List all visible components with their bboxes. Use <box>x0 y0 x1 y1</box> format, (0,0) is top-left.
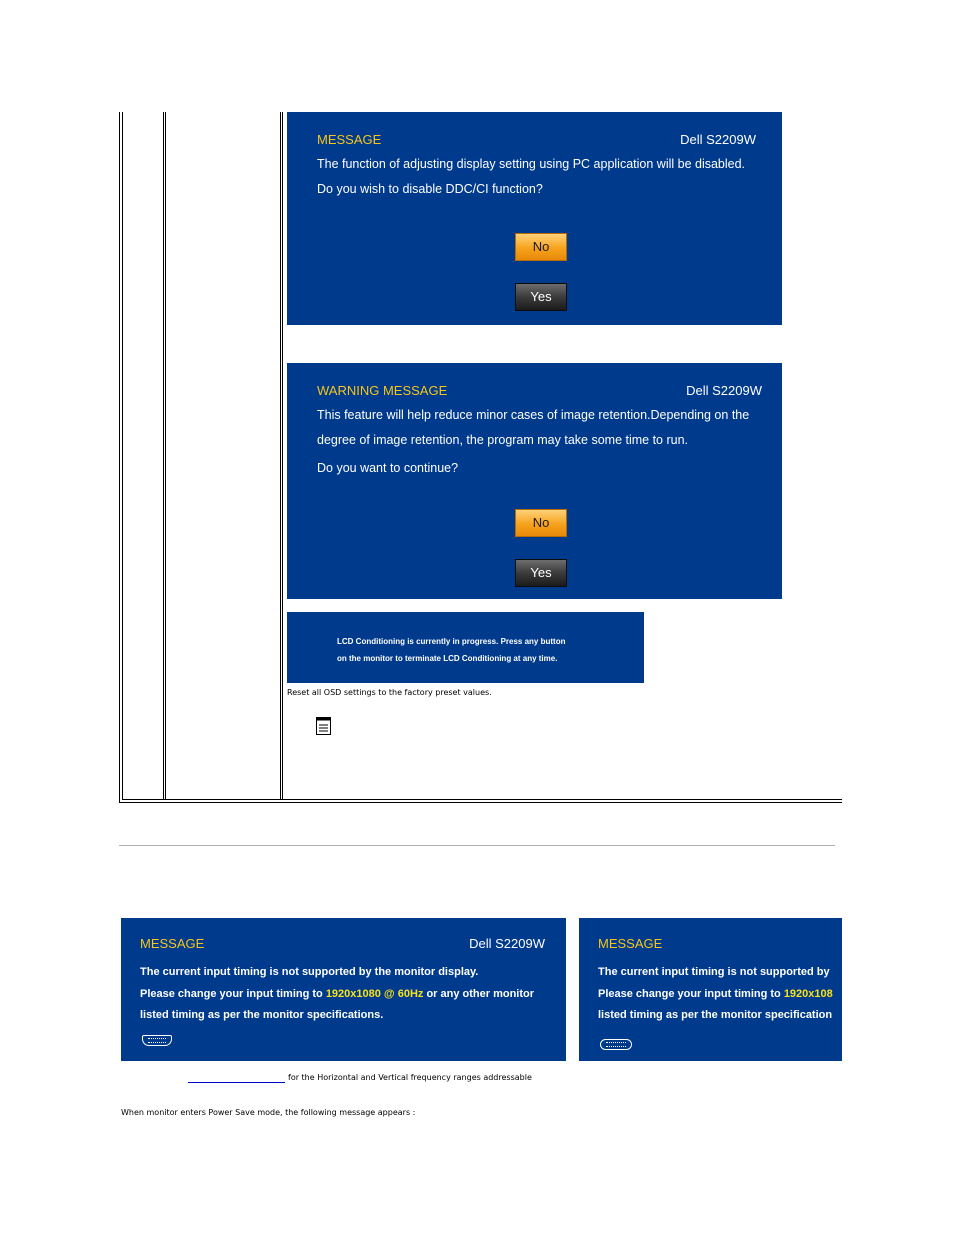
dialog-message-line: The current input timing is not supported by the monitor display. <box>140 966 479 978</box>
dialog-title: MESSAGE <box>317 132 382 147</box>
recommended-timing: 1920x108 <box>783 988 833 1000</box>
dialog-model: Dell S2209W <box>686 383 762 398</box>
vga-connector-icon <box>142 1035 172 1046</box>
no-button[interactable]: No <box>515 509 567 537</box>
table-column-divider-2a <box>280 112 281 800</box>
dialog-model: Dell S2209W <box>469 936 545 951</box>
progress-message-line: LCD Conditioning is currently in progress. Press any button <box>337 637 566 646</box>
dialog-model: Dell S2209W <box>680 132 756 147</box>
yes-button[interactable]: Yes <box>515 559 567 587</box>
dialog-title: MESSAGE <box>140 936 205 951</box>
dialog-message-line: Do you wish to disable DDC/CI function? <box>317 182 543 196</box>
no-button[interactable]: No <box>515 233 567 261</box>
message-text: Please change your input timing to <box>598 988 784 1000</box>
recommended-timing: 1920x1080 @ 60Hz <box>325 988 424 1000</box>
table-column-divider-2b <box>282 112 283 800</box>
dialog-message-line: The current input timing is not supported by <box>598 966 830 978</box>
frequency-note: for the Horizontal and Vertical frequency ranges addressable <box>288 1073 532 1082</box>
table-border-bottom-inner <box>122 799 842 800</box>
table-border-left-inner <box>122 112 123 800</box>
dialog-message-line: listed timing as per the monitor specification <box>598 1009 833 1021</box>
specifications-link[interactable] <box>188 1082 285 1083</box>
unsupported-timing-dialog-dvi <box>579 918 842 1061</box>
message-text: or any other monitor <box>423 988 535 1000</box>
dialog-message-line: listed timing as per the monitor specifications. <box>140 1009 384 1021</box>
dialog-message-line: This feature will help reduce minor cases of image retention.Depending on the <box>317 408 750 422</box>
dialog-message-line: Do you want to continue? <box>317 461 459 475</box>
dialog-title: MESSAGE <box>598 936 663 951</box>
power-save-description: When monitor enters Power Save mode, the following message appears : <box>121 1108 416 1117</box>
dialog-message-line: degree of image retention, the program may take some time to run. <box>317 433 689 447</box>
dialog-message-line <box>140 988 534 1000</box>
unsupported-timing-dialog-vga <box>121 918 566 1061</box>
reset-description: Reset all OSD settings to the factory preset values. <box>287 688 492 697</box>
dialog-message-line <box>598 988 833 1000</box>
dialog-title: WARNING MESSAGE <box>317 383 448 398</box>
lcd-conditioning-warning-dialog <box>287 363 782 599</box>
dialog-message-line: The function of adjusting display setting using PC application will be disabled. <box>317 157 746 171</box>
message-text: Please change your input timing to <box>140 988 326 1000</box>
table-column-divider-1b <box>165 112 166 800</box>
table-column-divider-1a <box>163 112 164 800</box>
progress-message-line: on the monitor to terminate LCD Conditioning at any time. <box>337 654 558 663</box>
ddc-ci-dialog <box>287 112 782 325</box>
table-border-bottom-outer <box>119 802 842 803</box>
lcd-conditioning-progress-box <box>287 612 644 683</box>
yes-button[interactable]: Yes <box>515 283 567 311</box>
section-separator <box>119 845 835 846</box>
note-icon <box>316 717 331 735</box>
dvi-connector-icon <box>600 1039 632 1050</box>
table-border-left-outer <box>119 112 120 802</box>
